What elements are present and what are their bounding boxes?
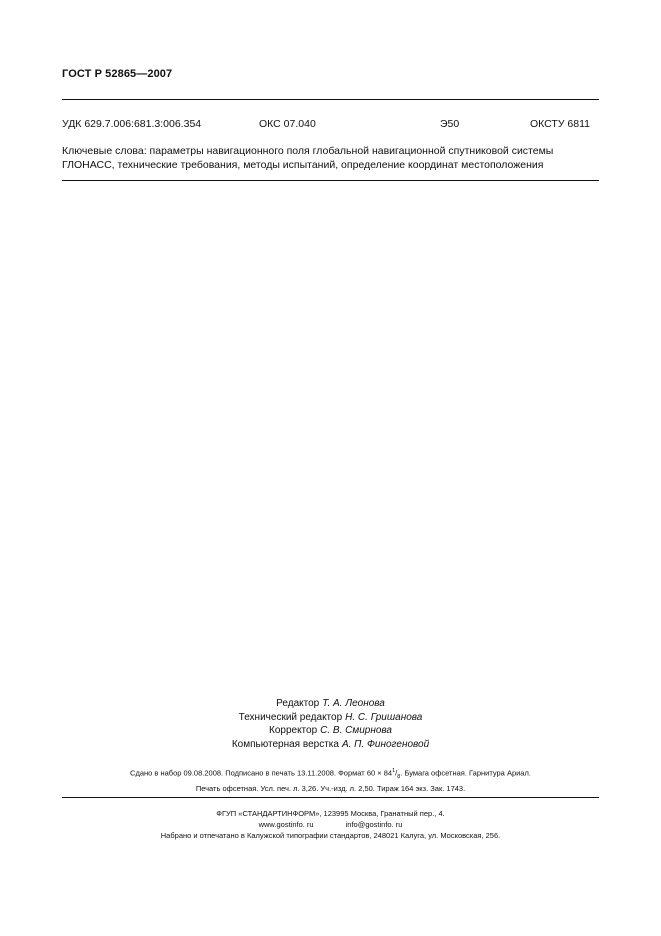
publisher-block bbox=[0, 808, 661, 841]
format-fraction-denominator: 8 bbox=[397, 774, 401, 780]
format-fraction-numerator: 1 bbox=[392, 768, 396, 774]
credit-person: С. В. Смирнова bbox=[320, 725, 392, 736]
publisher-website: www.gostinfo. ru bbox=[258, 820, 314, 829]
credit-role: Редактор bbox=[276, 698, 320, 709]
okstu-code: ОКСТУ 6811 bbox=[530, 118, 590, 130]
credit-layout bbox=[0, 738, 661, 752]
credit-editor bbox=[0, 697, 661, 711]
keywords-line-1: Ключевые слова: параметры навигационного поля глобальной навигационной спутниковой системы bbox=[62, 145, 554, 157]
credit-person: Н. С. Гришанова bbox=[345, 711, 423, 723]
print-info-line-2: Печать офсетная. Усл. печ. л. 3,26. Уч.-изд. л. 2,50. Тираж 164 экз. Зак. 1743. bbox=[195, 784, 466, 793]
print-info-block bbox=[0, 766, 661, 794]
credit-role: Компьютерная верстка bbox=[231, 738, 339, 750]
publisher-line-3: Набрано и отпечатано в Калужской типографии стандартов, 248021 Калуга, ул. Московская, 256. bbox=[160, 831, 501, 840]
credit-proofreader bbox=[0, 724, 661, 738]
group-code: Э50 bbox=[440, 118, 460, 130]
keywords-line-2: ГЛОНАСС, технические требования, методы испытаний, определение координат местоположения bbox=[62, 159, 544, 171]
print-info-text: . Бумага офсетная. Гарнитура Ариал. bbox=[400, 768, 531, 778]
publisher-contacts bbox=[0, 819, 661, 830]
keywords-rule bbox=[62, 180, 599, 181]
publisher-line-1: ФГУП «СТАНДАРТИНФОРМ», 123995 Москва, Гранатный пер., 4. bbox=[216, 809, 445, 818]
credit-person: Т. А. Леонова bbox=[322, 698, 385, 709]
print-info-line-1: Сдано в набор 09.08.2008. Подписано в печать 13.11.2008. Формат $60 \times 84^1/_8$. Бумага офсетная. Гарнитура Ариал. bbox=[130, 768, 531, 780]
standard-id-header: ГОСТ Р 52865—2007 bbox=[62, 68, 173, 80]
credit-role: Технический редактор bbox=[238, 711, 343, 723]
credit-role: Корректор bbox=[269, 725, 318, 736]
credit-person: А. П. Финогеновой bbox=[341, 738, 430, 750]
print-info-text: Сдано в набор 09.08.2008. Подписано в печать 13.11.2008. Формат 60 × 84 bbox=[130, 768, 393, 778]
footer-rule bbox=[62, 797, 599, 798]
udk-code: УДК 629.7.006:681.3:006.354 bbox=[62, 118, 202, 130]
credits-block bbox=[0, 697, 661, 751]
publisher-email: info@gostinfo. ru bbox=[345, 820, 403, 829]
credit-technical-editor bbox=[0, 711, 661, 725]
header-rule bbox=[62, 99, 599, 100]
oks-code: ОКС 07.040 bbox=[259, 118, 316, 130]
